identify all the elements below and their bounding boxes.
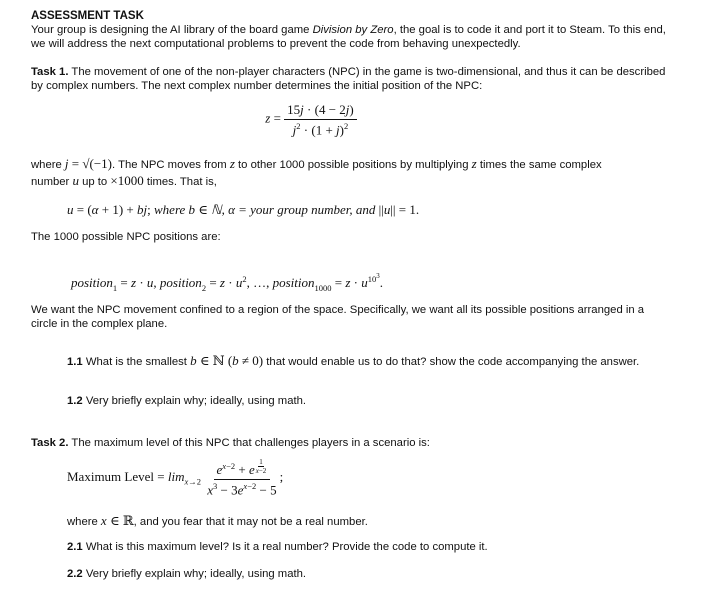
question-1-1-text-a: What is the smallest	[82, 356, 191, 368]
positions-intro: The 1000 possible NPC positions are:	[31, 231, 221, 243]
number-line-b: up to	[78, 175, 111, 188]
u-where-text: where b ∈ ℕ, α = your group number, and	[154, 202, 379, 217]
number-line-c: times. That is,	[143, 175, 217, 188]
u-inline: u	[72, 172, 79, 188]
confine-paragraph: We want the NPC movement confined to a region of the space. Specifically, we want all its possible positions arranged in a circle in the complex plane.	[31, 304, 645, 330]
z-inline-1: z	[229, 156, 235, 171]
where-x-tail: , and you fear that it may not be a real number.	[133, 516, 368, 528]
where-j-after-z: to other 1000 possible positions by multiplying	[234, 159, 472, 171]
question-1-2-text: Very briefly explain why; ideally, using math.	[82, 395, 307, 407]
question-2-2	[67, 568, 306, 582]
question-2-1-label: 2.1	[67, 541, 83, 553]
z-numerator: 15j · (4 − 2j)	[284, 102, 357, 120]
question-1-1-label: 1.1	[67, 356, 83, 368]
max-level-equation: Maximum Level = $\lim_{x\to 2}$ $e^{x-2} + e$ $^{\frac{1}{x-2}}$ $x^3 - 3e^{x-2} - 5$ ;	[67, 458, 284, 498]
intro-text-b: , the goal is to code it and port it to Steam. To this end, we will address the next computational problems to prevent the code from behaving unexpectedly.	[31, 24, 666, 50]
question-1-2	[67, 395, 306, 409]
max-level-label: Maximum Level =	[67, 468, 168, 484]
where-x-prefix: where	[67, 516, 101, 528]
question-1-2-label: 1.2	[67, 395, 83, 407]
task1-text: The movement of one of the non-player characters (NPC) in the game is two-dimensional, and thus it can be described by complex numbers. The next complex number determines the initial position of the NPC:	[31, 66, 666, 92]
task2-label: Task 2.	[31, 437, 69, 449]
where-j-mid: . The NPC moves from	[112, 159, 230, 171]
max-level-numerator: $e^{x-2} + e$ $^{\frac{1}{x-2}}$	[214, 458, 271, 480]
positions-equation: position$_1$ = z · u, position$_2$ = $z \cdot u^2$, …, position$_{1000}$ = $z \cdot u^{10^3}$.	[71, 272, 383, 293]
max-level-denominator: $x^3 - 3e^{x-2} - 5$	[207, 480, 277, 498]
question-2-2-text: Very briefly explain why; ideally, using math.	[82, 568, 307, 580]
z-fraction	[284, 102, 357, 138]
question-1-1	[67, 353, 671, 370]
where-j-paragraph	[31, 156, 671, 189]
where-j-tail: times the same complex	[476, 159, 602, 171]
u-equation: u = (α + 1) + bj; where b ∈ ℕ, α = your group number, and ||u|| = 1.	[67, 202, 420, 217]
z-inline-2: z	[471, 156, 477, 171]
intro-paragraph	[31, 24, 671, 51]
z-denominator: $j^2 \cdot (1 + j)^2$	[292, 120, 349, 137]
game-title: Division by Zero	[312, 24, 394, 36]
task2-text: The maximum level of this NPC that challenges players in a scenario is:	[68, 437, 430, 449]
document-title: ASSESSMENT TASK	[31, 10, 144, 22]
b-condition: b ∈ ℕ (b ≠ 0)	[190, 353, 264, 368]
j-definition: j = √(−1)	[64, 156, 113, 171]
max-level-fraction	[204, 458, 279, 498]
where-x-paragraph	[67, 513, 368, 530]
question-2-1	[67, 541, 488, 555]
question-2-1-text: What is this maximum level? Is it a real number? Provide the code to compute it.	[82, 541, 488, 553]
where-j-prefix: where	[31, 159, 65, 171]
question-1-1-text-b: that would enable us to do that? show the code accompanying the answer.	[263, 356, 640, 368]
task2-paragraph	[31, 437, 430, 451]
z-equation: z = $\frac{15j \cdot (4 - 2j)}{j^2 \cdot (1 + j)^2}$	[31, 102, 591, 138]
task1-paragraph	[31, 66, 671, 93]
intro-text-a: Your group is designing the AI library of the board game	[31, 24, 313, 36]
question-2-2-label: 2.2	[67, 568, 83, 580]
z-symbol: z	[265, 110, 271, 126]
number-line-a: number	[31, 175, 73, 188]
times-1000: ×1000	[110, 172, 144, 188]
task1-label: Task 1.	[31, 66, 69, 78]
x-real: x ∈ ℝ	[100, 513, 134, 528]
